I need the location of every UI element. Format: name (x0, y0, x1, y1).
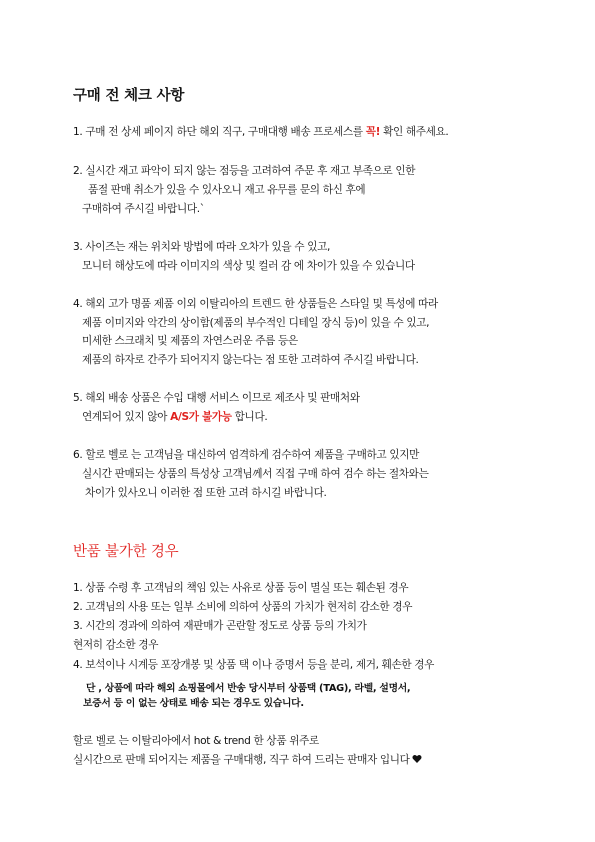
no-return-note-line-1: 단 , 상품에 따라 해외 쇼핑몰에서 반송 당시부터 상품택 (TAG), 라벨, 설명서, (86, 683, 411, 694)
check-item-5-line-1: 5. 해외 배송 상품은 수입 대행 서비스 이므로 제조사 및 판매처와 (73, 392, 360, 404)
check-item-1: 1. 구매 전 상세 페이지 하단 해외 직구, 구매대행 배송 프로세스를 꼭! 확인 해주세요. (73, 126, 449, 138)
check-item-4-line-2: 제품 이미지와 악간의 상이함(제품의 부수적인 디테일 장식 등)이 있을 수 있고, (82, 317, 430, 329)
check-item-2-line-2: 품절 판매 취소가 있을 수 있사오니 재고 유무를 문의 하신 후에 (88, 184, 366, 196)
no-return-item-1: 1. 상품 수령 후 고객님의 책임 있는 사유로 상품 등이 멸실 또는 훼손된 경우 (73, 582, 409, 594)
emphasis-no-as: A/S가 불가능 (170, 411, 232, 423)
check-item-4-line-3: 미세한 스크래치 및 제품의 자연스러운 주름 등은 (82, 335, 298, 347)
check-item-3-line-1: 3. 사이즈는 재는 위치와 방법에 따라 오차가 있을 수 있고, (73, 241, 331, 253)
section-title-no-return: 반품 불가한 경우 (73, 544, 179, 560)
no-return-item-3: 3. 시간의 경과에 의하여 재판매가 곤란할 정도로 상품 등의 가치가 (73, 620, 367, 632)
no-return-item-4: 4. 보석이나 시계등 포장개봉 및 상품 택 이나 증명서 등을 분리, 제거, 훼손한 경우 (73, 659, 435, 671)
section-title-check: 구매 전 체크 사항 (73, 88, 185, 104)
no-return-note-line-2: 보증서 등 이 없는 상태로 배송 되는 경우도 있습니다. (83, 698, 304, 709)
no-return-item-2: 2. 고객님의 사용 또는 일부 소비에 의하여 상품의 가치가 현저히 감소한 경우 (73, 601, 413, 613)
check-item-6-line-2: 실시간 판매되는 상품의 특성상 고객님께서 직접 구매 하여 검수 하는 절차와는 (82, 468, 429, 480)
emphasis-must: 꼭! (365, 126, 381, 138)
check-item-4-line-1: 4. 해외 고가 명품 제품 이외 이탈리아의 트렌드 한 상품들은 스타일 및 특성에 따라 (73, 298, 438, 310)
check-item-2-line-1: 2. 실시간 재고 파악이 되지 않는 점등을 고려하여 주문 후 재고 부족으로 인한 (73, 165, 416, 177)
check-item-6-line-1: 6. 할로 벨로 는 고객님을 대신하여 엄격하게 검수하여 제품을 구매하고 있지만 (73, 449, 419, 461)
footer-line-2: 실시간으로 판매 되어지는 제품을 구매대행, 직구 하여 드리는 판매자 입니다 (73, 753, 422, 767)
footer-line-1: 할로 벨로 는 이탈리아에서 hot & trend 한 상품 위주로 (73, 735, 319, 747)
check-item-5-line-2: 연계되어 있지 않아 A/S가 불가능 합니다. (82, 411, 268, 423)
check-item-4-line-4: 제품의 하자로 간주가 되어지지 않는다는 점 또한 고려하여 주시길 바랍니다. (82, 354, 419, 366)
check-item-6-line-3: 차이가 있사오니 이러한 점 또한 고려 하시길 바랍니다. (85, 487, 327, 499)
check-item-2-line-3: 구매하여 주시길 바랍니다.` (82, 203, 205, 215)
heart-icon (412, 754, 422, 764)
no-return-item-3-cont: 현저히 감소한 경우 (73, 639, 159, 651)
check-item-3-line-2: 모니터 해상도에 따라 이미지의 색상 및 컬러 감 에 차이가 있을 수 있습니다 (82, 260, 415, 272)
